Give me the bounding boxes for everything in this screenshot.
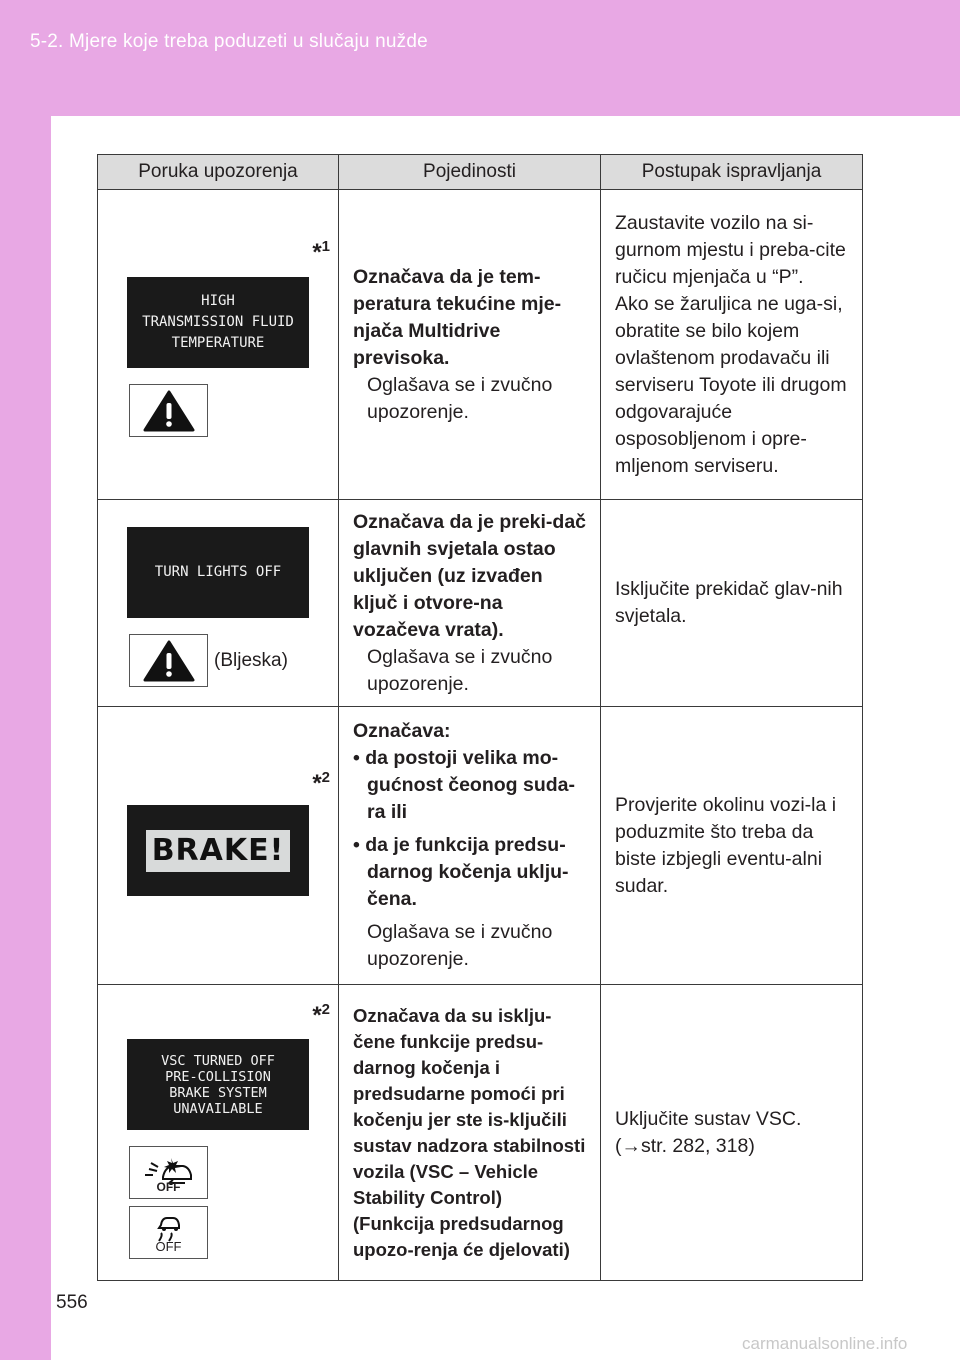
footnote-marker: *$^1$ [312, 238, 330, 266]
action-text: Isključite prekidač glav-nih svjetala. [615, 578, 843, 627]
warning-triangle-icon [129, 634, 208, 687]
table-header-row [98, 155, 863, 190]
corrective-action-cell [601, 985, 863, 1281]
table-row [98, 190, 863, 500]
corrective-action-cell [601, 707, 863, 985]
page-header-band [0, 0, 960, 116]
column-header: Pojedinosti [339, 155, 601, 190]
action-text: Zaustavite vozilo na si-gurnom mjestu i preba-cite ručicu mjenjača u “P”. Ako se žaruljica ne uga-si, obratite se bilo kojem ovlaštenom prodavaču ili serviseru Toyote ili drugom odgovarajuće osposobljenom i opre-mljenom serviseru. [615, 211, 847, 477]
corrective-action-cell [601, 190, 863, 500]
warning-message-cell [98, 500, 339, 707]
display-message: TURN LIGHTS OFF [127, 527, 309, 618]
details-intro: Označava: [353, 720, 451, 742]
details-cell [339, 190, 601, 500]
footnote-marker: *$^2$ [312, 769, 330, 797]
warning-message-cell [98, 707, 339, 985]
section-title: 5-2. Mjere koje treba poduzeti u slučaju nužde [30, 31, 428, 52]
column-header: Poruka upozorenja [98, 155, 339, 190]
display-message [127, 805, 309, 896]
table-row [98, 707, 863, 985]
details-bullet: • da je funkcija predsu-darnog kočenja uklju-čena. [353, 834, 569, 910]
table-row [98, 500, 863, 707]
page-number: 556 [56, 1292, 88, 1313]
pre-collision-off-icon [129, 1146, 208, 1199]
side-margin-band [0, 116, 51, 1360]
details-cell [339, 500, 601, 707]
warning-messages-table [97, 154, 863, 1281]
details-bullet: • da postoji velika mo-gućnost čeonog suda-ra ili [353, 747, 576, 823]
off-label: OFF [155, 1238, 182, 1254]
corrective-action-cell [601, 500, 863, 707]
details-note: Oglašava se i zvučno upozorenje. [367, 373, 553, 423]
watermark: carmanualsonline.info [742, 1334, 908, 1353]
details-text: Označava da su isklju-čene funkcije predsu-darnog kočenja i predsudarne pomoći pri kočenju jer ste is-ključili sustav nadzora stabilnosti vozila (VSC – Vehicle Stability Control) (Funkcija predsudarnog upozo-renja će djelovati) [353, 1004, 586, 1260]
display-message: HIGH TRANSMISSION FLUID TEMPERATURE [127, 277, 309, 368]
warning-message-cell [98, 190, 339, 500]
brake-warning-label: BRAKE! [146, 830, 291, 872]
warning-triangle-icon [129, 384, 208, 437]
off-label: OFF [156, 1179, 181, 1194]
column-header: Postupak ispravljanja [601, 155, 863, 190]
display-message: VSC TURNED OFF PRE-COLLISION BRAKE SYSTEM UNAVAILABLE [127, 1039, 309, 1130]
details-text: Označava da je preki-dač glavnih svjetala ostao uključen (uz izvađen ključ i otvore-na vozačeva vrata). [353, 510, 587, 641]
action-text: Uključite sustav VSC. (→str. 282, 318) [615, 1107, 802, 1157]
warning-message-cell [98, 985, 339, 1281]
icon-caption: (Bljeska) [214, 650, 288, 671]
action-text: Provjerite okolinu vozi-la i poduzmite što treba da biste izbjegli eventu-alni sudar. [615, 793, 837, 897]
details-note: Oglašava se i zvučno upozorenje. [367, 645, 553, 695]
details-cell [339, 985, 601, 1281]
details-text: Označava da je tem-peratura tekućine mje-njača Multidrive previsoka. [353, 265, 562, 369]
table-row [98, 985, 863, 1281]
vsc-off-icon [129, 1206, 208, 1259]
details-cell [339, 707, 601, 985]
footnote-marker: *$^2$ [312, 1001, 330, 1029]
details-note: Oglašava se i zvučno upozorenje. [367, 921, 553, 970]
